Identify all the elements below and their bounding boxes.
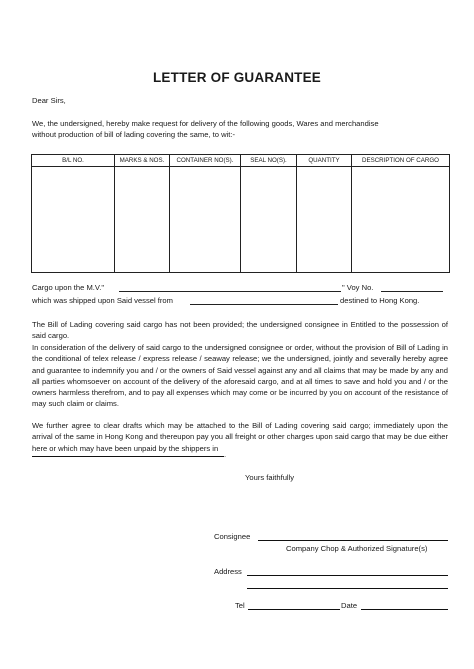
shippers-location-field[interactable] [32,456,224,457]
shipped-from-label: which was shipped upon Said vessel from [32,296,173,305]
cell-container-nos[interactable] [170,167,241,273]
cell-marks-nos[interactable] [115,167,170,273]
header-quantity: QUANTITY [297,155,352,167]
date-field[interactable] [361,609,448,610]
destination-text: destined to Hong Kong. [340,296,420,305]
header-container-nos: CONTAINER NO(S). [170,155,241,167]
cell-bl-no[interactable] [32,167,115,273]
header-bl-no: B/L NO. [32,155,115,167]
document-title: LETTER OF GUARANTEE [152,70,322,85]
cell-quantity[interactable] [297,167,352,273]
consignee-label: Consignee [214,532,251,541]
date-label: Date [341,601,358,610]
period-mark: . [224,450,227,459]
header-seal-nos: SEAL NO(S). [241,155,297,167]
consignee-signature-field[interactable] [258,540,448,541]
header-marks-nos: MARKS & NOS. [115,155,170,167]
paragraph-bl-not-provided: The Bill of Lading covering said cargo has not been provided; the undersigned consignee in Entitled to the possession of said cargo. [32,320,448,341]
cargo-vessel-label: Cargo upon the M.V." [32,283,105,292]
cargo-table [31,154,450,273]
cell-seal-nos[interactable] [241,167,297,273]
closing-text: Yours faithfully [245,473,295,482]
intro-line-1: We, the undersigned, hereby make request for delivery of the following goods, Wares and merchandise [32,119,379,128]
tel-field[interactable] [248,609,340,610]
port-of-loading-field[interactable] [190,304,338,305]
address-field-line-2[interactable] [247,588,448,589]
vessel-name-field[interactable] [119,291,341,292]
tel-label: Tel [235,601,245,610]
cell-description[interactable] [352,167,450,273]
voyage-no-field[interactable] [381,291,443,292]
company-chop-caption: Company Chop & Authorized Signature(s) [286,544,428,553]
table-body-row [32,167,450,273]
address-label: Address [214,567,242,576]
table-header-row [32,155,450,167]
salutation: Dear Sirs, [32,96,66,105]
paragraph-clear-drafts: We further agree to clear drafts which may be attached to the Bill of Lading covering said cargo; immediately upon the arrival of the same in Hong Kong and thereupon pay you all freight or other charges upon said cargo that may be due either here or which may have been unpaid by the shippers in [32,421,448,453]
intro-line-2: without production of bill of lading covering the same, to wit:- [32,130,236,139]
voyage-label: " Voy No. [342,283,374,292]
paragraph-indemnity: In consideration of the delivery of said cargo to the undersigned consignee or order, without the provision of Bill of Lading in the conditional of telex release / express release / seaway release; we the undersigned, jointly and severally hereby agree and guarantee to indemnify you and / or the owners of Said vessel against any and all claims that may be made by any and all parties whomsoever on account of the delivery of the aforesaid cargo, and at all times to save and hold you and / or the owners harmless therefrom, and to pay all expenses which may come or be incurred by you on account of the resistance of may such claim or claims. [32,343,448,409]
header-description: DESCRIPTION OF CARGO [352,155,450,167]
address-field-line-1[interactable] [247,575,448,576]
